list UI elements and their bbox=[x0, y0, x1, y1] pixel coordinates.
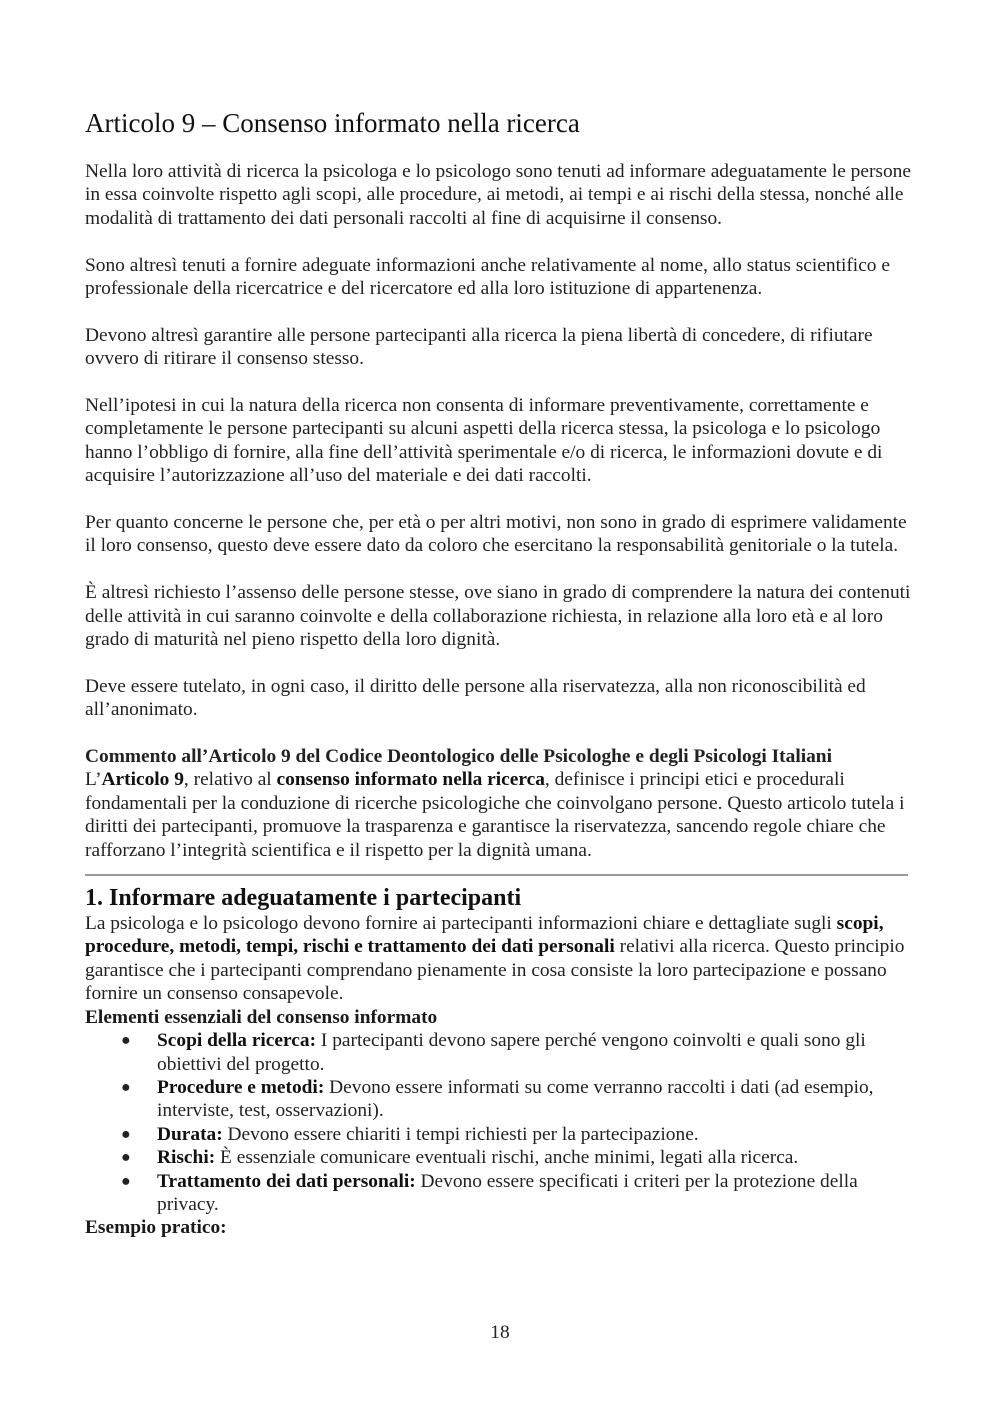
page-content bbox=[85, 106, 915, 1240]
list-item-term: Rischi: bbox=[157, 1147, 216, 1169]
list-item-text: Devono essere chiariti i tempi richiesti per la partecipazione. bbox=[222, 1123, 699, 1145]
list-item-term: Scopi della ricerca: bbox=[157, 1030, 317, 1052]
list-item-text: I partecipanti devono sapere perché vengono coinvolti e quali sono gli obiettivi del progetto. bbox=[157, 1030, 866, 1075]
section-divider bbox=[85, 874, 908, 876]
section-paragraph bbox=[85, 912, 915, 1006]
bullet-list bbox=[85, 1029, 915, 1216]
list-item-text: Devono essere specificati i criteri per la protezione della privacy. bbox=[157, 1170, 858, 1215]
article-paragraph: Devono altresì garantire alle persone partecipanti alla ricerca la piena libertà di concedere, di rifiutare ovvero di ritirare il consenso stesso. bbox=[85, 324, 873, 370]
list-item-term: Trattamento dei dati personali: bbox=[157, 1170, 416, 1192]
comment-intro-bold: consenso informato nella ricerca bbox=[276, 769, 545, 791]
page-number: 18 bbox=[490, 1322, 510, 1343]
article-paragraph: Nell’ipotesi in cui la natura della ricerca non consenta di informare preventivamente, correttamente e completamente le persone partecipanti su alcuni aspetti della ricerca stessa, la psicologa e lo psicologo hanno l’obbligo di fornire, alla fine dell’attività sperimentale e/o di ricerca, le informazioni dovute e di acquisire l’autorizzazione all’uso del materiale e dei dati raccolti. bbox=[85, 395, 883, 487]
article-paragraph: Sono altresì tenuti a fornire adeguate informazioni anche relativamente al nome, allo status scientifico e professionale della ricercatrice e del ricercatore ed alla loro istituzione di appartenenza. bbox=[85, 254, 890, 300]
list-item bbox=[121, 1123, 915, 1146]
comment-intro-bold: Articolo 9 bbox=[101, 769, 184, 791]
article-paragraph: Deve essere tutelato, in ogni caso, il diritto delle persone alla riservatezza, alla non riconoscibilità ed all’anonimato. bbox=[85, 675, 866, 721]
comment-block bbox=[85, 745, 915, 862]
example-heading: Esempio pratico: bbox=[85, 1217, 227, 1239]
article-paragraph: È altresì richiesto l’assenso delle persone stesse, ove siano in grado di comprendere la natura dei contenuti delle attività in cui saranno coinvolte e della collaborazione richiesta, in relazione alla loro età e al loro grado di maturità nel pieno rispetto della loro dignità. bbox=[85, 582, 911, 651]
list-item-text: Devono essere informati su come verranno raccolti i dati (ad esempio, interviste, test, osservazioni). bbox=[157, 1076, 874, 1122]
list-item bbox=[121, 1146, 915, 1169]
article-paragraph: Nella loro attività di ricerca la psicologa e lo psicologo sono tenuti ad informare adeguatamente le persone in essa coinvolte rispetto agli scopi, alle procedure, ai metodi, ai tempi e ai rischi della stessa, nonché alle modalità di trattamento dei dati personali raccolti al fine di acquisirne il consenso. bbox=[85, 161, 911, 229]
bullet-icon: ● bbox=[121, 1125, 131, 1143]
bullet-icon: ● bbox=[121, 1032, 131, 1050]
comment-heading: Commento all’Articolo 9 del Codice Deontologico delle Psicologhe e degli Psicologi Italiani bbox=[85, 746, 832, 768]
comment-intro-text: , relativo al bbox=[183, 769, 277, 791]
subheading: Elementi essenziali del consenso informato bbox=[85, 1006, 438, 1028]
bullet-icon: ● bbox=[121, 1078, 131, 1096]
comment-intro bbox=[85, 768, 915, 862]
list-item-term: Procedure e metodi: bbox=[157, 1076, 325, 1098]
list-item bbox=[121, 1029, 915, 1076]
section-text-bold: scopi, procedure, metodi, tempi, rischi e trattamento dei dati personali bbox=[85, 913, 884, 958]
list-item-text: È essenziale comunicare eventuali rischi, anche minimi, legati alla ricerca. bbox=[215, 1147, 799, 1169]
article-title: Articolo 9 – Consenso informato nella ricerca bbox=[85, 108, 580, 138]
bullet-icon: ● bbox=[121, 1172, 131, 1190]
bullet-icon: ● bbox=[121, 1149, 131, 1167]
article-paragraph: Per quanto concerne le persone che, per età o per altri motivi, non sono in grado di esprimere validamente il loro consenso, questo deve essere dato da coloro che esercitano la responsabilità genitoriale o la tutela. bbox=[85, 512, 907, 557]
comment-intro-text: L’ bbox=[85, 769, 102, 791]
list-item bbox=[121, 1076, 915, 1123]
list-item-term: Durata: bbox=[157, 1123, 223, 1145]
section-text: La psicologa e lo psicologo devono fornire ai partecipanti informazioni chiare e dettagliate sugli bbox=[85, 913, 837, 935]
section-text: relativi alla ricerca. Questo principio garantisce che i partecipanti comprendano pienamente in cosa consiste la loro partecipazione e possano fornire un consenso consapevole. bbox=[85, 936, 905, 1005]
comment-intro-text: , definisce i principi etici e procedurali fondamentali per la conduzione di ricerche psicologiche che coinvolgano persone. Questo articolo tutela i diritti dei partecipanti, promuove la trasparenza e garantisce la riservatezza, sancendo regole chiare che rafforzano l’integrità scientifica e il rispetto per la dignità umana. bbox=[85, 769, 905, 861]
section-title: 1. Informare adeguatamente i partecipanti bbox=[85, 885, 522, 912]
list-item bbox=[121, 1170, 915, 1217]
